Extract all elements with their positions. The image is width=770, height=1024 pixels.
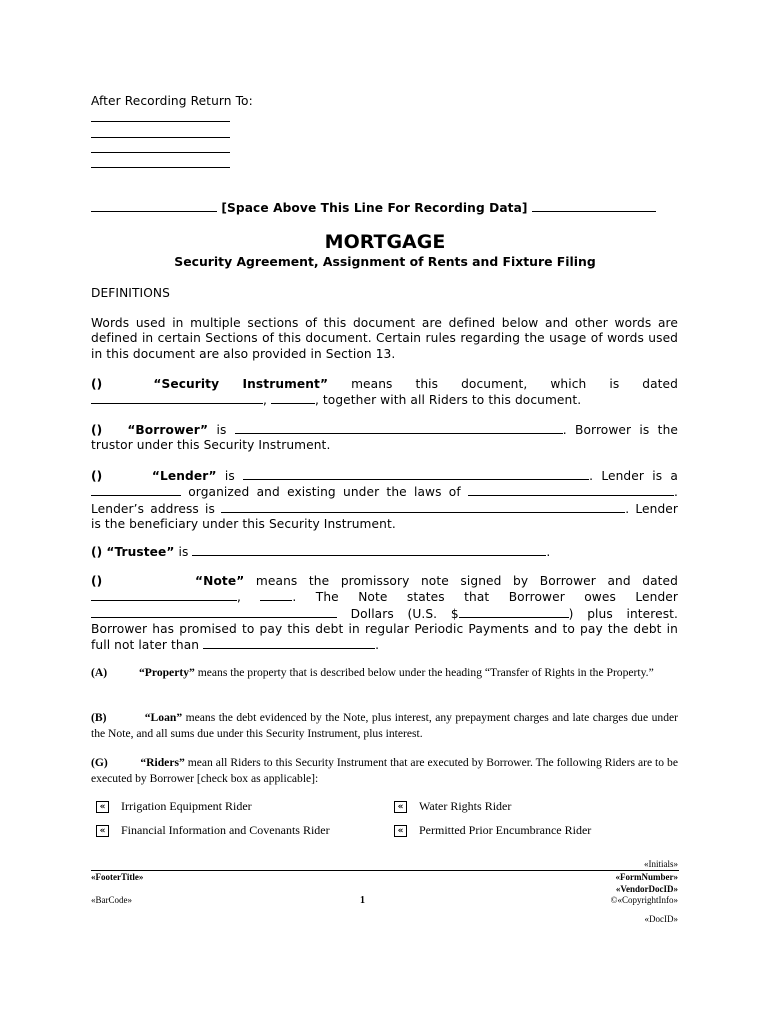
- definition-security-instrument: () “Security Instrument” means this document, which is dated , , together with all Riders to this document.: [91, 377, 678, 408]
- rider-label: Irrigation Equipment Rider: [121, 799, 252, 813]
- definition-marker: (A): [91, 666, 108, 679]
- date-blank: [91, 392, 263, 404]
- footer-vendor-doc-id: «VendorDocID»: [615, 884, 678, 894]
- definition-term: “Loan”: [144, 711, 183, 724]
- note-date-blank: [91, 589, 237, 601]
- definition-term: “Borrower”: [127, 423, 209, 437]
- recording-rule-right: [532, 200, 656, 212]
- footer-form-number: «FormNumber»: [615, 872, 678, 882]
- definition-term: “Property”: [139, 666, 195, 679]
- lender-state-blank: [468, 484, 674, 496]
- year-blank: [271, 392, 315, 404]
- rider-label: Financial Information and Covenants Rider: [121, 823, 330, 837]
- note-year-blank: [260, 589, 292, 601]
- definition-borrower: () “Borrower” is . Borrower is the trustor under this Security Instrument.: [91, 423, 678, 453]
- checkbox-icon[interactable]: «: [394, 801, 407, 813]
- borrower-name-blank: [235, 422, 563, 434]
- definitions-heading: DEFINITIONS: [91, 286, 170, 300]
- definition-property: (A) “Property” means the property that is described below under the heading “Transfer of Rights in the Property.”: [91, 666, 654, 679]
- return-line: [91, 121, 230, 122]
- document-title: MORTGAGE: [324, 231, 446, 253]
- return-line: [91, 152, 230, 153]
- rider-label: Water Rights Rider: [419, 799, 512, 813]
- checkbox-icon[interactable]: «: [96, 825, 109, 837]
- definition-note: () “Note” means the promissory note signed by Borrower and dated , . The Note states that Borrower owes Lender Dollars (U.S. $ ) plus interest. Borrower has promised to pay this debt in regular Periodic Payments and to pay the debt in full not later than .: [91, 574, 678, 653]
- definition-marker: (): [91, 377, 103, 391]
- definition-term: “Note”: [195, 574, 245, 588]
- definition-trustee: () “Trustee” is .: [91, 545, 551, 559]
- definition-riders: (G) “Riders” mean all Riders to this Security Instrument that are executed by Borrower. The following Riders are to be executed by Borrower [check box as applicable]:: [91, 756, 678, 785]
- footer-title: «FooterTitle»: [91, 872, 144, 882]
- definition-term: “Trustee”: [106, 545, 175, 559]
- lender-address-blank: [221, 501, 625, 513]
- definition-marker: (G): [91, 756, 108, 769]
- maturity-date-blank: [203, 637, 375, 649]
- footer-copyright: ©«CopyrightInfo»: [610, 895, 678, 905]
- intro-paragraph: Words used in multiple sections of this document are defined below and other words are defined in certain Sections of this document. Certain rules regarding the usage of words used in this document are also provided in Section 13.: [91, 316, 678, 361]
- rider-option-financial-information[interactable]: [96, 823, 330, 838]
- definition-lender: () “Lender” is . Lender is a organized and existing under the laws of . Lender’s address is . Lender is the beneficiary under this Security Instrument.: [91, 469, 679, 531]
- recording-data-label: [Space Above This Line For Recording Data]: [221, 201, 528, 215]
- note-amount-blank: [459, 606, 569, 618]
- page-number: 1: [360, 895, 365, 906]
- checkbox-icon[interactable]: «: [394, 825, 407, 837]
- footer-rule: [91, 870, 679, 871]
- recording-data-line: [91, 200, 678, 215]
- definition-term: “Security Instrument”: [153, 377, 329, 391]
- definition-marker: (): [91, 545, 103, 559]
- definition-marker: (B): [91, 711, 107, 724]
- checkbox-icon[interactable]: «: [96, 801, 109, 813]
- return-to-label: After Recording Return To:: [91, 94, 253, 108]
- definition-term: “Riders”: [140, 756, 185, 769]
- lender-name-blank: [243, 468, 589, 480]
- trustee-name-blank: [192, 544, 546, 556]
- return-line: [91, 167, 230, 168]
- recording-rule-left: [91, 200, 217, 212]
- rider-option-permitted-prior-encumbrance[interactable]: [394, 823, 591, 838]
- definition-loan: (B) “Loan” means the debt evidenced by the Note, plus interest, any prepayment charges and late charges due under the Note, and all sums due under this Security Instrument, plus interest.: [91, 711, 679, 740]
- definition-term: “Lender”: [151, 469, 217, 483]
- note-amount-words-blank: [91, 606, 337, 618]
- footer-barcode: «BarCode»: [91, 895, 132, 905]
- lender-entity-blank: [91, 484, 181, 496]
- definition-marker: (): [91, 574, 103, 588]
- document-subtitle: Security Agreement, Assignment of Rents and Fixture Filing: [174, 254, 596, 269]
- definition-marker: (): [91, 423, 103, 437]
- return-line: [91, 137, 230, 138]
- rider-label: Permitted Prior Encumbrance Rider: [419, 823, 592, 837]
- rider-option-water-rights[interactable]: [394, 799, 511, 814]
- rider-option-irrigation[interactable]: [96, 799, 252, 814]
- footer-initials: «Initials»: [644, 859, 678, 869]
- footer-doc-id: «DocID»: [644, 914, 678, 924]
- definition-marker: (): [91, 469, 103, 483]
